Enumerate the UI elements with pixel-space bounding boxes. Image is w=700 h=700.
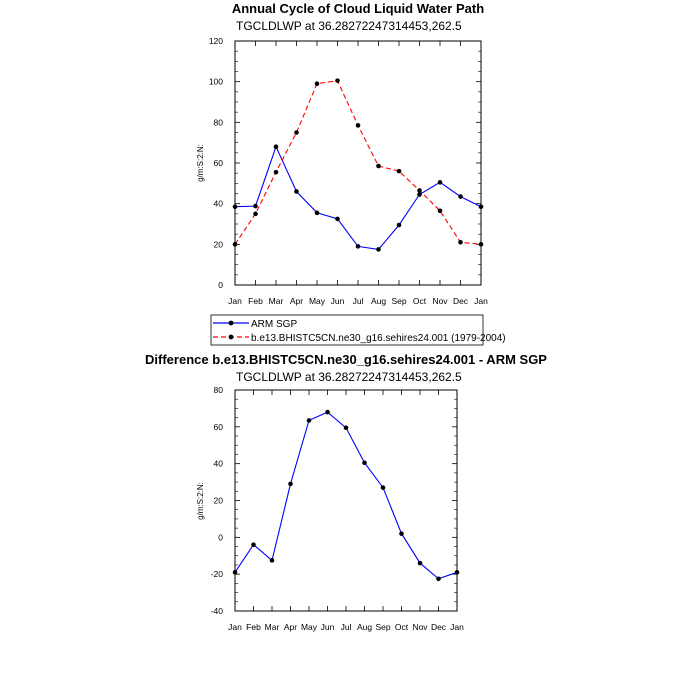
chart-1-series-1-point <box>294 130 299 135</box>
chart-2-xtick-label: Feb <box>246 622 261 632</box>
chart-1-series-0-point <box>479 204 484 209</box>
chart-2-ytick-label: 20 <box>213 495 223 506</box>
chart-1-series-1-point <box>438 208 443 213</box>
chart-1-series-0-point <box>376 247 381 252</box>
chart-1-xtick-label: Apr <box>289 296 304 306</box>
chart-2-series-0-point <box>270 558 275 563</box>
chart-1-legend <box>211 315 506 345</box>
chart-2-xtick-label: Apr <box>283 622 298 632</box>
chart-1-series-0-point <box>294 189 299 194</box>
chart-2-xtick-label: Mar <box>264 622 280 632</box>
chart-2-series-0-point <box>381 485 386 490</box>
chart-1-series-1-point <box>233 242 238 247</box>
chart-1-ytick-label: 120 <box>208 36 223 46</box>
chart-1-series-1-point <box>417 188 422 193</box>
chart-1-xtick-label: Jul <box>352 296 364 306</box>
legend-marker-arm <box>229 321 234 326</box>
chart-2-xtick-label: May <box>300 622 318 632</box>
chart-2-series-0-point <box>325 410 330 415</box>
chart-2-xtick-label: Jan <box>450 622 464 632</box>
chart-1-series-1-point <box>253 212 258 217</box>
chart-2-ytick-label: -40 <box>210 606 223 616</box>
chart-1-plot <box>209 36 488 306</box>
chart-1-series-0-point <box>335 217 340 222</box>
chart-1-xtick-label: Dec <box>452 296 469 306</box>
chart-2-series-0-point <box>288 482 293 487</box>
chart-2-xtick-label: Jan <box>228 622 242 632</box>
chart-2-xtick-label: Dec <box>430 622 447 632</box>
chart-2-series-0-point <box>436 576 441 581</box>
chart-1-series-0-point <box>356 244 361 249</box>
chart-1-series-0-point <box>274 144 279 149</box>
chart-1-ylabel: g/m:S:2:N: <box>196 144 205 182</box>
chart-2-series-0-point <box>418 561 423 566</box>
chart-1-series-0-point <box>233 204 238 209</box>
chart-1-series-1-line <box>235 81 481 245</box>
chart-2-series-0-point <box>233 570 238 575</box>
chart-1-xtick-label: May <box>308 296 326 306</box>
legend-label-model: b.e13.BHISTC5CN.ne30_g16.sehires24.001 (1979-2004) <box>251 333 506 344</box>
chart-2-ytick-label: 0 <box>218 532 223 543</box>
chart-2-series-0-point <box>455 570 460 575</box>
chart-2-series-0-point <box>251 542 256 547</box>
chart-1-series-0-point <box>417 192 422 197</box>
chart-1-title: Annual Cycle of Cloud Liquid Water Path <box>231 1 485 16</box>
chart-1-series-0-point <box>397 223 402 228</box>
chart-1-series-0-point <box>458 194 463 199</box>
chart-1-ytick-label: 0 <box>218 280 223 290</box>
chart-1-series-0-point <box>438 180 443 185</box>
chart-2-series-0-point <box>399 531 404 536</box>
chart-1-xtick-label: Jun <box>330 296 345 306</box>
chart-2-xtick-label: Oct <box>394 622 409 632</box>
chart-1-xtick-label: Oct <box>412 296 427 306</box>
chart-1-xtick-label: Aug <box>370 296 387 306</box>
chart-1-xtick-label: Nov <box>432 296 448 306</box>
chart-1-ytick-label: 80 <box>213 117 223 128</box>
chart-1-ytick-label: 20 <box>213 239 223 250</box>
chart-2-plot <box>211 385 464 632</box>
chart-1-series-1-point <box>335 78 340 83</box>
chart-1-series-1-point <box>376 164 381 169</box>
chart-2-ytick-label: 40 <box>213 458 223 469</box>
chart-1-xtick-label: Jan <box>474 296 488 306</box>
chart-1-xtick-label: Mar <box>268 296 284 306</box>
chart-2-ytick-label: -20 <box>210 569 223 580</box>
legend-label-arm: ARM SGP <box>251 319 298 330</box>
chart-2-series-0-point <box>307 418 312 423</box>
chart-1-series-1-point <box>397 169 402 174</box>
chart-1-ytick-label: 40 <box>213 198 223 209</box>
chart-1-ytick-label: 60 <box>213 158 223 168</box>
chart-2-xtick-label: Jul <box>340 622 352 632</box>
chart-1-series-1-point <box>479 242 484 247</box>
chart-1-series-1-point <box>274 170 279 175</box>
chart-2-xtick-label: Nov <box>412 622 428 632</box>
chart-1-series-0-point <box>253 204 258 209</box>
chart-1-series-1-point <box>458 240 463 245</box>
chart-1-series-0-line <box>235 147 481 250</box>
chart-2-series-0-point <box>362 460 367 465</box>
chart-1-series-1-point <box>315 81 320 86</box>
chart-1-ytick-label: 100 <box>208 76 223 87</box>
chart-2-series-0-line <box>235 412 457 579</box>
chart-2-frame <box>235 390 457 611</box>
chart-2-subtitle: TGCLDLWP at 36.28272247314453,262.5 <box>236 370 462 384</box>
chart-1-xtick-label: Jan <box>228 296 242 306</box>
chart-1-xtick-label: Feb <box>248 296 263 306</box>
chart-2-xtick-label: Jun <box>320 622 335 632</box>
chart-2-xtick-label: Sep <box>375 622 391 632</box>
chart-2-series-0-point <box>344 425 349 430</box>
chart-1-series-1-point <box>356 123 361 128</box>
chart-1-series-0-point <box>315 211 320 216</box>
chart-2-ytick-label: 60 <box>213 421 223 432</box>
chart-1-xtick-label: Sep <box>391 296 407 306</box>
chart-2-ylabel: g/m:S:2:N: <box>196 482 205 520</box>
chart-2-title: Difference b.e13.BHISTC5CN.ne30_g16.sehires24.001 - ARM SGP <box>145 352 547 367</box>
legend-marker-model <box>229 335 234 340</box>
chart-2-ytick-label: 80 <box>213 385 223 395</box>
chart-1-subtitle: TGCLDLWP at 36.28272247314453,262.5 <box>236 19 462 33</box>
chart-2-xtick-label: Aug <box>356 622 373 632</box>
